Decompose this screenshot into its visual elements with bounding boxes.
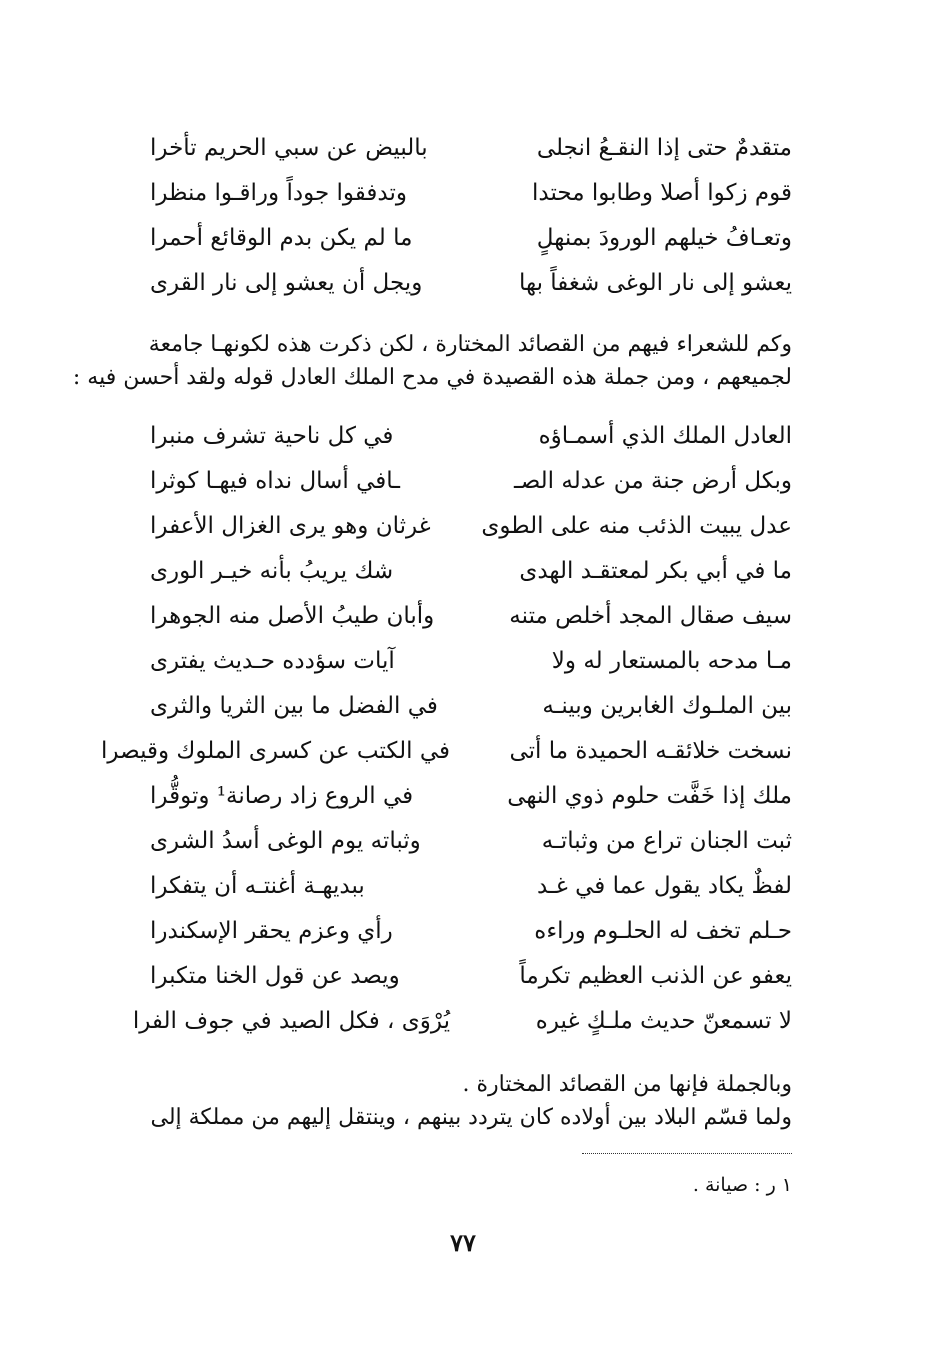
verse-second-hemistich: بالبيض عن سبي الحريم تأخرا (150, 135, 428, 161)
verse-second-hemistich: ويجل أن يعشو إلى نار القرى (150, 270, 423, 296)
verse-second-hemistich: يُرْوَى ، فكل الصيد في جوف الفرا (132, 1008, 450, 1034)
verse-line (150, 126, 792, 171)
verse-first-hemistich: مـا مدحه بالمستعار له ولا (551, 648, 792, 674)
verse-first-hemistich: وبكل أرض جنة من عدله الصـ (513, 468, 792, 494)
verse-second-hemistich: ويصد عن قول الخنا متكبرا (150, 963, 400, 989)
verse-line (150, 909, 792, 954)
verse-first-hemistich: ثبت الجنان تراع من وثباتـه (541, 828, 792, 854)
verse-second-hemistich: وتدفقوا جوداً وراقـوا منظرا (150, 180, 407, 206)
verse-first-hemistich: ما في أبي بكر لمعتقـد الهدى (519, 558, 792, 584)
verse-second-hemistich: وأبان طيبُ الأصل منه الجوهرا (150, 603, 435, 629)
verse-first-hemistich: لفظٌ يكاد يقول عما في غـد (536, 873, 792, 899)
verse-line (150, 459, 792, 504)
verse-block-main (101, 414, 792, 1044)
prose-paragraph-middle (72, 328, 792, 394)
verse-line (150, 639, 792, 684)
verse-line (132, 999, 792, 1044)
verse-first-hemistich: حـلم تخف له الحلـوم وراءه (534, 918, 792, 944)
verse-first-hemistich: متقدمٌ حتى إذا النقـعُ انجلى (536, 135, 792, 161)
verse-first-hemistich: يعشو إلى نار الوغى شغفاً بها (518, 270, 792, 296)
verse-line (150, 864, 792, 909)
verse-first-hemistich: لا تسمعنّ حديث ملـكٍ غيره (535, 1008, 792, 1034)
verse-second-hemistich: ما لم يكن بدم الوقائع أحمرا (150, 225, 413, 251)
verse-first-hemistich: عدل يبيت الذئب منه على الطوى (481, 513, 792, 539)
prose-paragraph-bottom (128, 1068, 792, 1134)
verse-line (150, 216, 792, 261)
verse-first-hemistich: نسخت خلائقـه الحميدة ما أتى (509, 738, 792, 764)
verse-second-hemistich: آيات سؤدده حـديث يفترى (150, 648, 395, 674)
verse-line (150, 954, 792, 999)
verse-first-hemistich: بين الملـوك الغابرين وبينـه (542, 693, 792, 719)
verse-line (150, 819, 792, 864)
verse-second-hemistich: رأي وعزم يحقر الإسكندرا (150, 918, 393, 944)
verse-block-top (150, 126, 792, 306)
verse-first-hemistich: قوم زكوا أصلا وطابوا محتدا (532, 180, 792, 206)
verse-second-hemistich: في الكتب عن كسرى الملوك وقيصرا (101, 738, 450, 764)
verse-first-hemistich: ملك إذا خَفَّت حلوم ذوي النهى (507, 783, 792, 809)
verse-line (101, 729, 792, 774)
verse-second-hemistich: في كل ناحية تشرف منبرا (150, 423, 394, 449)
verse-line (150, 549, 792, 594)
prose-line: وكم للشعراء فيهم من القصائد المختارة ، لكن ذكرت هذه لكونهـا جامعة (148, 332, 792, 357)
verse-first-hemistich: العادل الملك الذي أسمـاؤه (538, 423, 792, 449)
verse-second-hemistich: ـافي أسال نداه فيهـا كوثرا (150, 468, 401, 494)
verse-first-hemistich: وتعـافُ خيلهم الورودَ بمنهلٍ (536, 225, 792, 251)
verse-line (150, 261, 792, 306)
prose-line: لجميعهم ، ومن جملة هذه القصيدة في مدح الملك العادل قوله ولقد أحسن فيه : (72, 365, 792, 390)
verse-line (150, 504, 792, 549)
page-number: ٧٧ (450, 1228, 476, 1257)
verse-second-hemistich: في الفضل ما بين الثريا والثرى (150, 693, 438, 719)
verse-line (150, 594, 792, 639)
verse-line (150, 414, 792, 459)
verse-first-hemistich: سيف صقال المجد أخلص متنه (509, 603, 792, 629)
prose-line: وبالجملة فإنها من القصائد المختارة . (462, 1072, 792, 1097)
verse-first-hemistich: يعفو عن الذنب العظيم تكرماً (519, 963, 792, 989)
prose-line: ولما قسّم البلاد بين أولاده كان يتردد بينهم ، وينتقل إليهم من مملكة إلى (150, 1105, 792, 1130)
verse-line (150, 774, 792, 819)
verse-second-hemistich: شك يريبُ بأنه خيـر الورى (150, 558, 394, 584)
footnote-separator (582, 1153, 792, 1154)
verse-second-hemistich: ببديهـة أغنتـه أن يتفكرا (150, 873, 365, 899)
verse-second-hemistich: في الروع زاد رصانة¹ وتوقُّرا (150, 783, 414, 809)
verse-line (150, 171, 792, 216)
footnote: ١ ر : صيانة . (692, 1174, 792, 1196)
verse-second-hemistich: غرثان وهو يرى الغزال الأعفرا (150, 513, 431, 539)
verse-line (150, 684, 792, 729)
verse-second-hemistich: وثباته يوم الوغى أسدُ الشرى (150, 828, 421, 854)
